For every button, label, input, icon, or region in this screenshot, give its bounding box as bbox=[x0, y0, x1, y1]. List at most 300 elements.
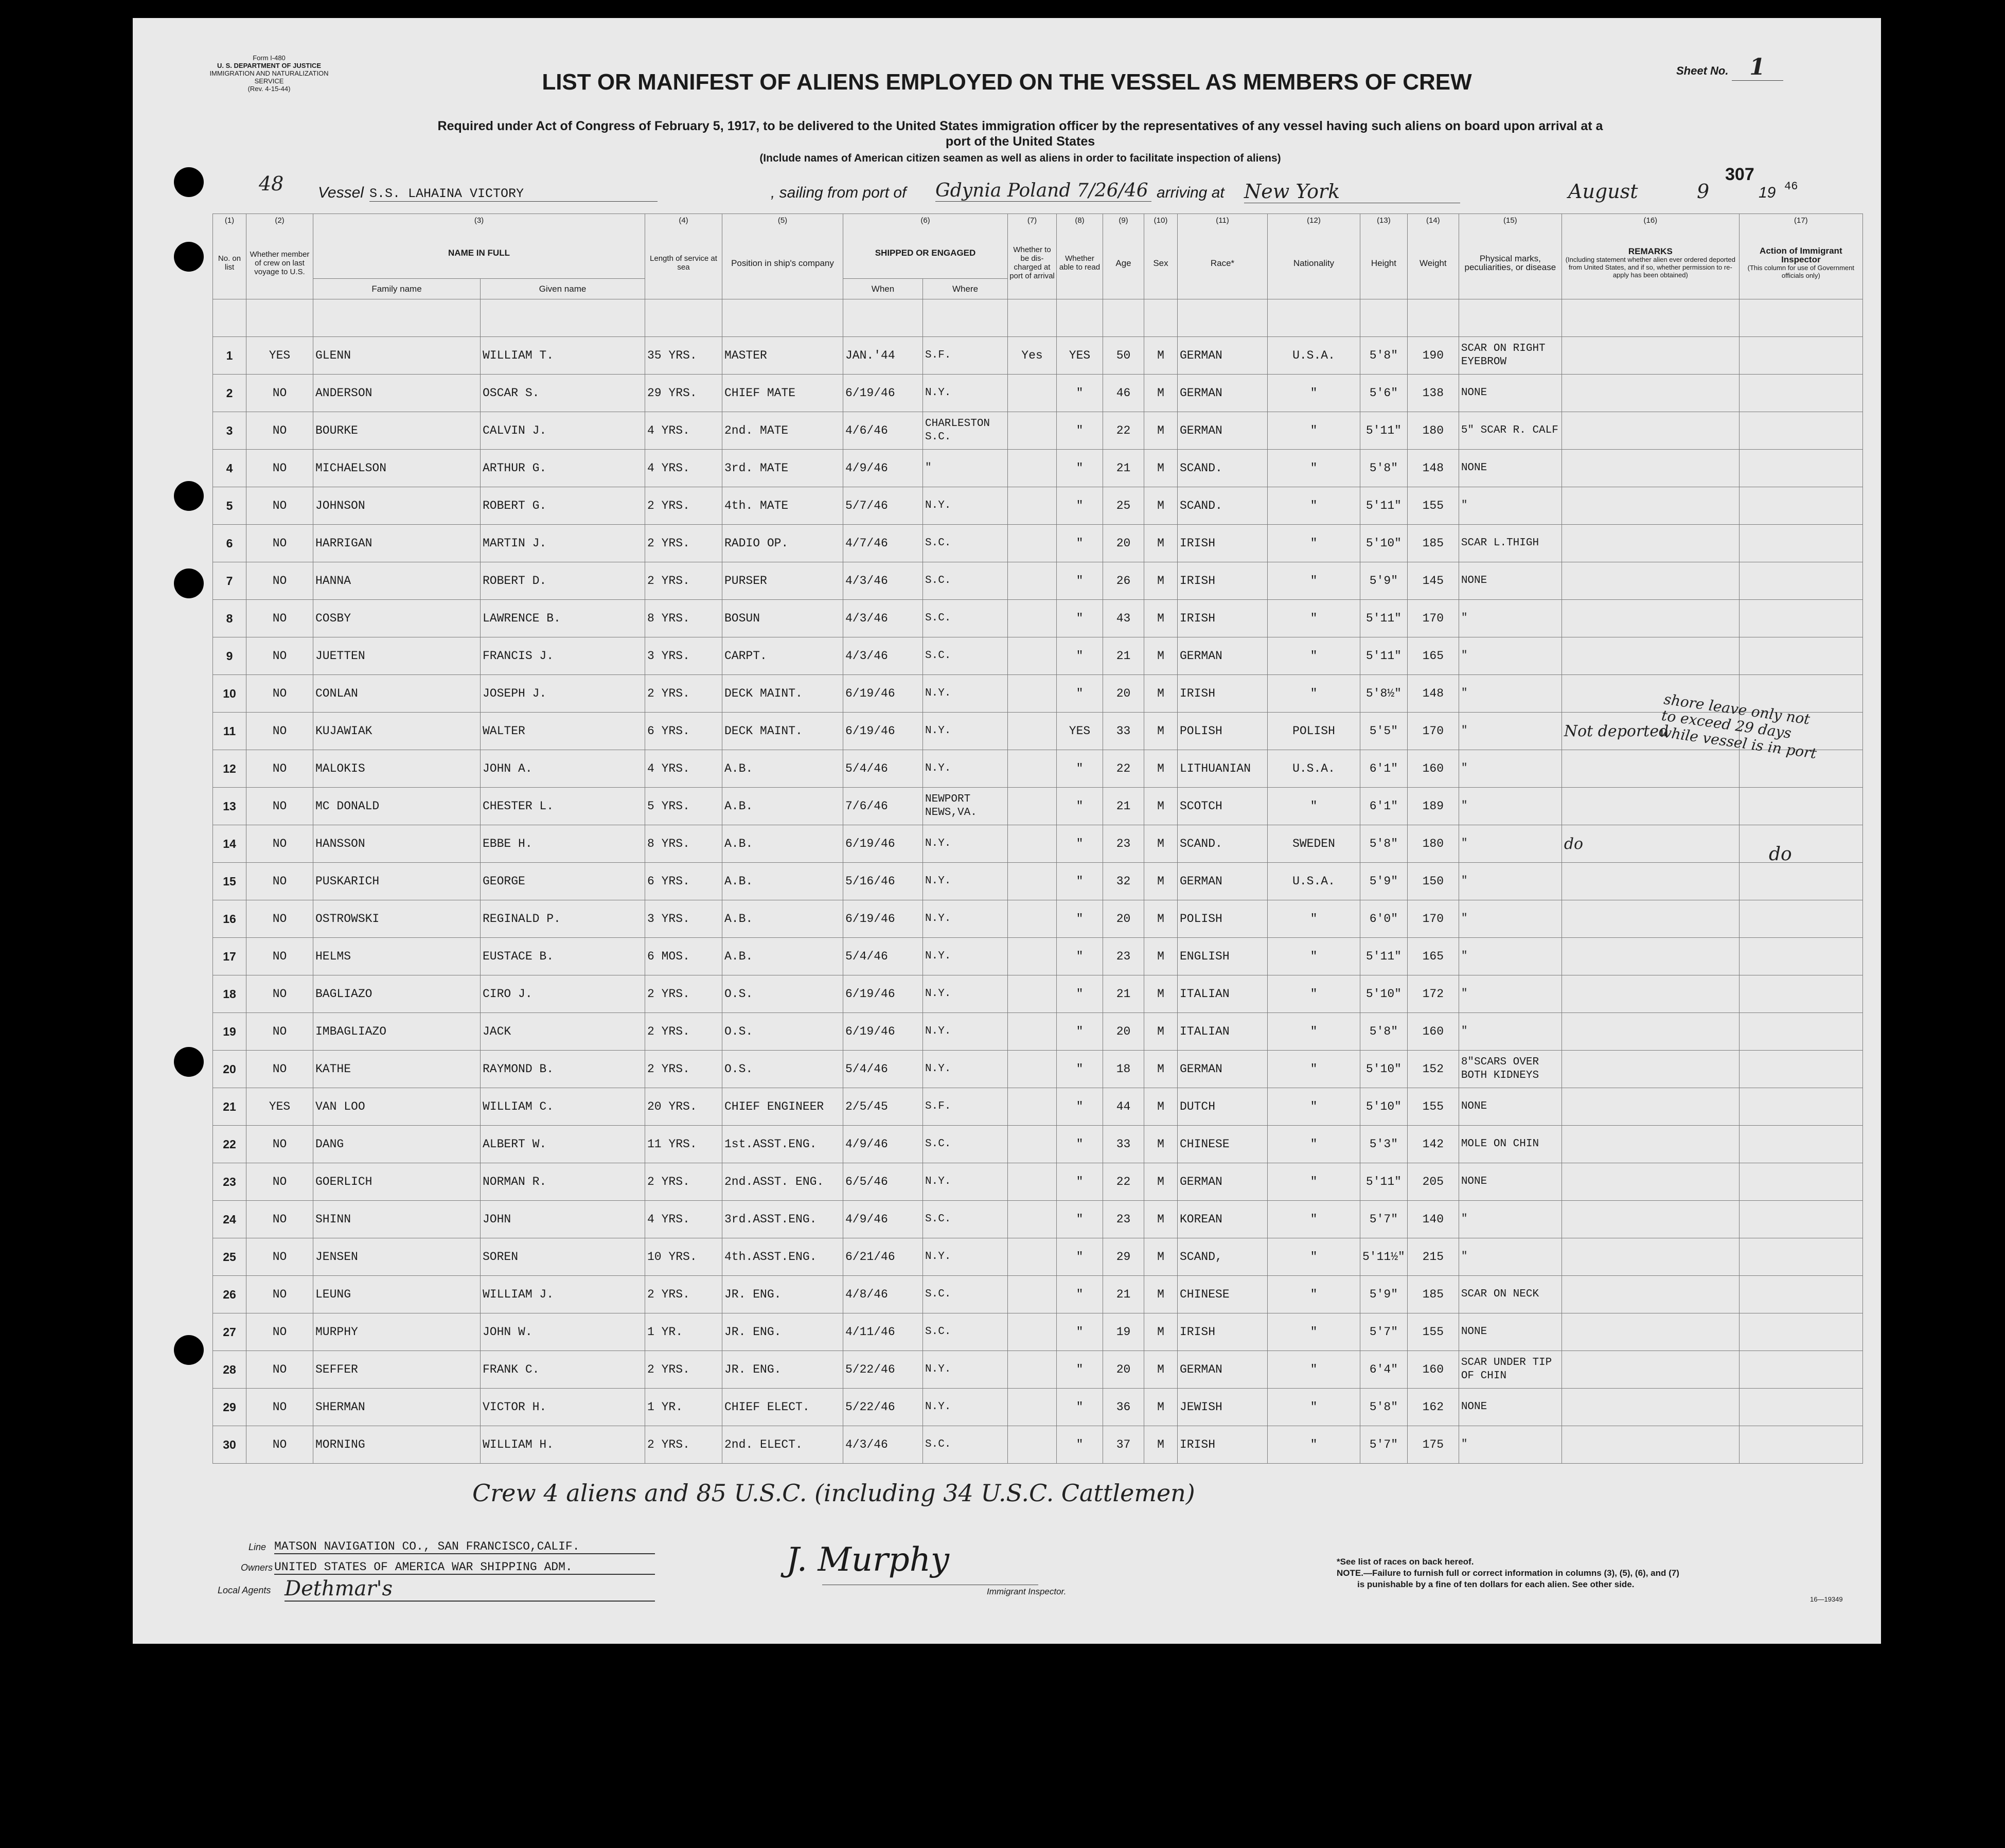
nationality-cell: " bbox=[1268, 1051, 1360, 1088]
family-name-cell: HANSSON bbox=[313, 825, 481, 863]
crew-no-cell: 23 bbox=[213, 1163, 246, 1201]
inspector-signature: J. Murphy bbox=[786, 1541, 950, 1579]
inspector-action-cell bbox=[1739, 487, 1862, 525]
discharged-cell bbox=[1008, 562, 1057, 600]
service-length-cell: 2 YRS. bbox=[645, 1013, 722, 1051]
crew-no-cell: 15 bbox=[213, 863, 246, 900]
able-to-read-cell: " bbox=[1057, 788, 1103, 825]
shipped-when-cell: 6/19/46 bbox=[843, 713, 923, 750]
service-length-cell: 4 YRS. bbox=[645, 450, 722, 487]
physical-marks-cell: NONE bbox=[1459, 562, 1562, 600]
given-name-cell: WILLIAM T. bbox=[481, 337, 645, 375]
shipped-when-cell: 5/16/46 bbox=[843, 863, 923, 900]
given-name-cell: EUSTACE B. bbox=[481, 938, 645, 975]
height-cell: 5'6" bbox=[1360, 375, 1408, 412]
family-name-cell: HARRIGAN bbox=[313, 525, 481, 562]
last-voyage-cell: YES bbox=[246, 337, 313, 375]
col-num-15: (15) bbox=[1459, 214, 1562, 227]
shipped-where-cell: " bbox=[923, 450, 1008, 487]
shipped-where-cell: S.C. bbox=[923, 1426, 1008, 1464]
crew-row bbox=[213, 975, 1863, 1013]
col-length-of-service: Length of service at sea bbox=[645, 227, 722, 299]
arrival-month: August bbox=[1568, 180, 1638, 203]
form-id: Form I-480 bbox=[253, 54, 286, 62]
col-no-on-list: No. on list bbox=[213, 227, 246, 299]
shipped-when-cell: 4/3/46 bbox=[843, 600, 923, 637]
crew-no-cell: 28 bbox=[213, 1351, 246, 1389]
col-given-name: Given name bbox=[481, 279, 645, 299]
crew-row bbox=[213, 375, 1863, 412]
col-position: Position in ship's company bbox=[722, 227, 843, 299]
family-name-cell: GOERLICH bbox=[313, 1163, 481, 1201]
crew-row bbox=[213, 412, 1863, 450]
service-length-cell: 2 YRS. bbox=[645, 562, 722, 600]
arrival-year: 46 bbox=[1784, 180, 1798, 193]
shipped-where-cell: S.F. bbox=[923, 1088, 1008, 1126]
service-length-cell: 1 YR. bbox=[645, 1313, 722, 1351]
able-to-read-cell: " bbox=[1057, 1426, 1103, 1464]
shipped-when-cell: 4/3/46 bbox=[843, 637, 923, 675]
year-prefix: 19 bbox=[1759, 184, 1776, 201]
family-name-cell: OSTROWSKI bbox=[313, 900, 481, 938]
able-to-read-cell: " bbox=[1057, 1013, 1103, 1051]
last-voyage-cell: NO bbox=[246, 412, 313, 450]
crew-row bbox=[213, 788, 1863, 825]
arrival-port: New York bbox=[1244, 180, 1460, 203]
shipped-when-cell: 5/4/46 bbox=[843, 750, 923, 788]
sex-cell: M bbox=[1144, 975, 1178, 1013]
punch-hole bbox=[174, 1047, 204, 1077]
position-cell: 2nd. MATE bbox=[722, 412, 843, 450]
remarks-cell bbox=[1562, 412, 1739, 450]
shipped-when-cell: 4/9/46 bbox=[843, 1126, 923, 1163]
crew-no-cell: 4 bbox=[213, 450, 246, 487]
sex-cell: M bbox=[1144, 1389, 1178, 1426]
height-cell: 5'7" bbox=[1360, 1426, 1408, 1464]
shipped-when-cell: 4/3/46 bbox=[843, 562, 923, 600]
position-cell: O.S. bbox=[722, 1013, 843, 1051]
last-voyage-cell: NO bbox=[246, 1051, 313, 1088]
crew-row bbox=[213, 525, 1863, 562]
service-length-cell: 2 YRS. bbox=[645, 1163, 722, 1201]
arrival-day: 9 bbox=[1697, 180, 1710, 203]
shipped-when-cell: 6/19/46 bbox=[843, 900, 923, 938]
service-length-cell: 3 YRS. bbox=[645, 637, 722, 675]
crew-no-cell: 21 bbox=[213, 1088, 246, 1126]
given-name-cell: JOHN A. bbox=[481, 750, 645, 788]
crew-no-cell: 11 bbox=[213, 713, 246, 750]
height-cell: 5'11" bbox=[1360, 1163, 1408, 1201]
spacer-row bbox=[213, 299, 1863, 337]
last-voyage-cell: NO bbox=[246, 1013, 313, 1051]
weight-cell: 205 bbox=[1407, 1163, 1459, 1201]
physical-marks-cell: " bbox=[1459, 938, 1562, 975]
corner-note: 48 bbox=[259, 172, 284, 195]
given-name-cell: LAWRENCE B. bbox=[481, 600, 645, 637]
age-cell: 20 bbox=[1103, 900, 1144, 938]
physical-marks-cell: " bbox=[1459, 713, 1562, 750]
physical-marks-cell: SCAR ON RIGHT EYEBROW bbox=[1459, 337, 1562, 375]
punch-hole bbox=[174, 481, 204, 511]
inspector-action-cell bbox=[1739, 412, 1862, 450]
height-cell: 5'5" bbox=[1360, 713, 1408, 750]
height-cell: 6'4" bbox=[1360, 1351, 1408, 1389]
races-note: *See list of races on back hereof. bbox=[1337, 1557, 1474, 1567]
height-cell: 6'0" bbox=[1360, 900, 1408, 938]
agency-name: U. S. DEPARTMENT OF JUSTICE bbox=[217, 62, 321, 69]
nationality-cell: " bbox=[1268, 600, 1360, 637]
race-cell: ITALIAN bbox=[1178, 1013, 1268, 1051]
given-name-cell: ARTHUR G. bbox=[481, 450, 645, 487]
nationality-cell: " bbox=[1268, 562, 1360, 600]
crew-row bbox=[213, 675, 1863, 713]
service-length-cell: 2 YRS. bbox=[645, 1351, 722, 1389]
given-name-cell: REGINALD P. bbox=[481, 900, 645, 938]
weight-cell: 148 bbox=[1407, 450, 1459, 487]
inspector-action-cell bbox=[1739, 938, 1862, 975]
service-length-cell: 6 MOS. bbox=[645, 938, 722, 975]
able-to-read-cell: " bbox=[1057, 938, 1103, 975]
height-cell: 5'8" bbox=[1360, 450, 1408, 487]
crew-row bbox=[213, 863, 1863, 900]
weight-cell: 138 bbox=[1407, 375, 1459, 412]
family-name-cell: CONLAN bbox=[313, 675, 481, 713]
able-to-read-cell: " bbox=[1057, 1163, 1103, 1201]
crew-no-cell: 25 bbox=[213, 1238, 246, 1276]
nationality-cell: U.S.A. bbox=[1268, 337, 1360, 375]
service-length-cell: 2 YRS. bbox=[645, 975, 722, 1013]
last-voyage-cell: NO bbox=[246, 1276, 313, 1313]
sailing-port: Gdynia Poland 7/26/46 bbox=[935, 180, 1151, 202]
col-able-to-read: Whether able to read bbox=[1057, 227, 1103, 299]
col-shipped-engaged: SHIPPED OR ENGAGED bbox=[843, 227, 1008, 279]
remarks-cell bbox=[1562, 975, 1739, 1013]
remarks-cell bbox=[1562, 1238, 1739, 1276]
shipped-when-cell: 4/11/46 bbox=[843, 1313, 923, 1351]
physical-marks-cell: " bbox=[1459, 1013, 1562, 1051]
age-cell: 50 bbox=[1103, 337, 1144, 375]
physical-marks-cell: " bbox=[1459, 900, 1562, 938]
nationality-cell: " bbox=[1268, 1238, 1360, 1276]
physical-marks-cell: NONE bbox=[1459, 1313, 1562, 1351]
physical-marks-cell: " bbox=[1459, 600, 1562, 637]
race-cell: GERMAN bbox=[1178, 637, 1268, 675]
inspector-action-cell bbox=[1739, 900, 1862, 938]
crew-no-cell: 8 bbox=[213, 600, 246, 637]
height-cell: 5'11½" bbox=[1360, 1238, 1408, 1276]
col-remarks bbox=[1562, 227, 1739, 299]
service-length-cell: 2 YRS. bbox=[645, 487, 722, 525]
col-num-9: (9) bbox=[1103, 214, 1144, 227]
weight-cell: 170 bbox=[1407, 713, 1459, 750]
position-cell: JR. ENG. bbox=[722, 1276, 843, 1313]
discharged-cell bbox=[1008, 1126, 1057, 1163]
shipped-when-cell: 4/8/46 bbox=[843, 1276, 923, 1313]
remarks-cell bbox=[1562, 788, 1739, 825]
crew-body bbox=[213, 337, 1863, 1464]
race-cell: POLISH bbox=[1178, 900, 1268, 938]
form-revision: (Rev. 4-15-44) bbox=[247, 85, 291, 93]
position-cell: A.B. bbox=[722, 788, 843, 825]
age-cell: 25 bbox=[1103, 487, 1144, 525]
given-name-cell: FRANK C. bbox=[481, 1351, 645, 1389]
col-num-8: (8) bbox=[1057, 214, 1103, 227]
shipped-where-cell: N.Y. bbox=[923, 1389, 1008, 1426]
last-voyage-cell: NO bbox=[246, 1389, 313, 1426]
race-cell: JEWISH bbox=[1178, 1389, 1268, 1426]
position-cell: 1st.ASST.ENG. bbox=[722, 1126, 843, 1163]
weight-cell: 160 bbox=[1407, 1351, 1459, 1389]
inspector-action-cell bbox=[1739, 637, 1862, 675]
agents-row bbox=[218, 1577, 784, 1603]
nationality-cell: " bbox=[1268, 637, 1360, 675]
remarks-cell bbox=[1562, 1013, 1739, 1051]
family-name-cell: VAN LOO bbox=[313, 1088, 481, 1126]
sex-cell: M bbox=[1144, 412, 1178, 450]
family-name-cell: PUSKARICH bbox=[313, 863, 481, 900]
page-title: LIST OR MANIFEST OF ALIENS EMPLOYED ON THE VESSEL AS MEMBERS OF CREW bbox=[542, 69, 1472, 95]
able-to-read-cell: " bbox=[1057, 975, 1103, 1013]
nationality-cell: POLISH bbox=[1268, 713, 1360, 750]
position-cell: JR. ENG. bbox=[722, 1351, 843, 1389]
col-num-17: (17) bbox=[1739, 214, 1862, 227]
crew-summary: Crew 4 aliens and 85 U.S.C. (including 34 U.S.C. Cattlemen) bbox=[472, 1479, 1195, 1507]
race-cell: IRISH bbox=[1178, 525, 1268, 562]
remark-shore-leave: shore leave only not to exceed 29 days while vessel is in port bbox=[1658, 690, 1818, 762]
sex-cell: M bbox=[1144, 938, 1178, 975]
height-cell: 5'9" bbox=[1360, 863, 1408, 900]
height-cell: 5'3" bbox=[1360, 1126, 1408, 1163]
height-cell: 5'10" bbox=[1360, 525, 1408, 562]
last-voyage-cell: NO bbox=[246, 675, 313, 713]
nationality-cell: " bbox=[1268, 1426, 1360, 1464]
remarks-cell bbox=[1562, 750, 1739, 788]
shipped-when-cell: JAN.'44 bbox=[843, 337, 923, 375]
last-voyage-cell: NO bbox=[246, 1313, 313, 1351]
last-voyage-cell: NO bbox=[246, 863, 313, 900]
able-to-read-cell: " bbox=[1057, 1126, 1103, 1163]
able-to-read-cell: " bbox=[1057, 450, 1103, 487]
col-sex: Sex bbox=[1144, 227, 1178, 299]
discharged-cell bbox=[1008, 788, 1057, 825]
remarks-cell bbox=[1562, 600, 1739, 637]
last-voyage-cell: NO bbox=[246, 525, 313, 562]
service-length-cell: 6 YRS. bbox=[645, 863, 722, 900]
sex-cell: M bbox=[1144, 788, 1178, 825]
age-cell: 18 bbox=[1103, 1051, 1144, 1088]
col-remarks-title: REMARKS bbox=[1628, 246, 1673, 257]
given-name-cell: JOSEPH J. bbox=[481, 675, 645, 713]
weight-cell: 215 bbox=[1407, 1238, 1459, 1276]
weight-cell: 165 bbox=[1407, 938, 1459, 975]
given-name-cell: JOHN W. bbox=[481, 1313, 645, 1351]
punch-hole bbox=[174, 568, 204, 598]
family-name-cell: COSBY bbox=[313, 600, 481, 637]
crew-row bbox=[213, 1163, 1863, 1201]
sex-cell: M bbox=[1144, 1276, 1178, 1313]
discharged-cell bbox=[1008, 487, 1057, 525]
given-name-cell: VICTOR H. bbox=[481, 1389, 645, 1426]
weight-cell: 162 bbox=[1407, 1389, 1459, 1426]
crew-row bbox=[213, 900, 1863, 938]
given-name-cell: CALVIN J. bbox=[481, 412, 645, 450]
last-voyage-cell: NO bbox=[246, 600, 313, 637]
column-header-row bbox=[213, 227, 1863, 279]
shipped-where-cell: N.Y. bbox=[923, 900, 1008, 938]
weight-cell: 172 bbox=[1407, 975, 1459, 1013]
inspector-action-cell bbox=[1739, 975, 1862, 1013]
discharged-cell bbox=[1008, 713, 1057, 750]
able-to-read-cell: " bbox=[1057, 1201, 1103, 1238]
physical-marks-cell: NONE bbox=[1459, 1389, 1562, 1426]
able-to-read-cell: " bbox=[1057, 863, 1103, 900]
discharged-cell bbox=[1008, 600, 1057, 637]
given-name-cell: ROBERT D. bbox=[481, 562, 645, 600]
column-number-row bbox=[213, 214, 1863, 227]
position-cell: PURSER bbox=[722, 562, 843, 600]
able-to-read-cell: " bbox=[1057, 487, 1103, 525]
height-cell: 5'10" bbox=[1360, 1088, 1408, 1126]
crew-no-cell: 18 bbox=[213, 975, 246, 1013]
race-cell: GERMAN bbox=[1178, 863, 1268, 900]
weight-cell: 155 bbox=[1407, 1088, 1459, 1126]
last-voyage-cell: NO bbox=[246, 1163, 313, 1201]
position-cell: CHIEF MATE bbox=[722, 375, 843, 412]
remarks-cell bbox=[1562, 1276, 1739, 1313]
nationality-cell: " bbox=[1268, 375, 1360, 412]
race-cell: CHINESE bbox=[1178, 1126, 1268, 1163]
sex-cell: M bbox=[1144, 1126, 1178, 1163]
sex-cell: M bbox=[1144, 562, 1178, 600]
col-num-3: (3) bbox=[313, 214, 645, 227]
height-cell: 5'11" bbox=[1360, 600, 1408, 637]
shipped-where-cell: N.Y. bbox=[923, 713, 1008, 750]
nationality-cell: " bbox=[1268, 975, 1360, 1013]
shipped-where-cell: S.C. bbox=[923, 637, 1008, 675]
discharged-cell bbox=[1008, 1313, 1057, 1351]
height-cell: 6'1" bbox=[1360, 788, 1408, 825]
col-weight: Weight bbox=[1407, 227, 1459, 299]
col-num-16: (16) bbox=[1562, 214, 1739, 227]
nationality-cell: " bbox=[1268, 1351, 1360, 1389]
height-cell: 5'8½" bbox=[1360, 675, 1408, 713]
shipped-where-cell: S.C. bbox=[923, 1276, 1008, 1313]
sex-cell: M bbox=[1144, 863, 1178, 900]
family-name-cell: SHINN bbox=[313, 1201, 481, 1238]
inspector-action-cell bbox=[1739, 1088, 1862, 1126]
agency-service: IMMIGRATION AND NATURALIZATION SERVICE bbox=[209, 69, 329, 85]
service-length-cell: 8 YRS. bbox=[645, 825, 722, 863]
col-remarks-note: (Including statement whether alien ever ordered deported from United States, and if so, whether permission to re-apply has been obtained) bbox=[1565, 256, 1735, 279]
agents-value: Dethmar's bbox=[285, 1577, 655, 1602]
shipped-where-cell: N.Y. bbox=[923, 1163, 1008, 1201]
col-age: Age bbox=[1103, 227, 1144, 299]
last-voyage-cell: NO bbox=[246, 1351, 313, 1389]
service-length-cell: 2 YRS. bbox=[645, 1426, 722, 1464]
inspector-action-cell bbox=[1739, 1163, 1862, 1201]
crew-no-cell: 27 bbox=[213, 1313, 246, 1351]
remarks-cell bbox=[1562, 562, 1739, 600]
shipped-when-cell: 6/5/46 bbox=[843, 1163, 923, 1201]
service-length-cell: 2 YRS. bbox=[645, 675, 722, 713]
remarks-cell bbox=[1562, 637, 1739, 675]
service-length-cell: 20 YRS. bbox=[645, 1088, 722, 1126]
nationality-cell: " bbox=[1268, 675, 1360, 713]
sex-cell: M bbox=[1144, 1426, 1178, 1464]
last-voyage-cell: NO bbox=[246, 938, 313, 975]
crew-row bbox=[213, 637, 1863, 675]
nationality-cell: " bbox=[1268, 450, 1360, 487]
weight-cell: 152 bbox=[1407, 1051, 1459, 1088]
shipped-when-cell: 6/19/46 bbox=[843, 825, 923, 863]
age-cell: 37 bbox=[1103, 1426, 1144, 1464]
last-voyage-cell: NO bbox=[246, 825, 313, 863]
height-cell: 5'8" bbox=[1360, 825, 1408, 863]
remarks-cell bbox=[1562, 1163, 1739, 1201]
weight-cell: 185 bbox=[1407, 1276, 1459, 1313]
subtitle-note: (Include names of American citizen seamen as well as aliens in order to facilitate inspection of aliens) bbox=[759, 152, 1281, 164]
weight-cell: 160 bbox=[1407, 1013, 1459, 1051]
service-length-cell: 10 YRS. bbox=[645, 1238, 722, 1276]
crew-row bbox=[213, 487, 1863, 525]
age-cell: 22 bbox=[1103, 412, 1144, 450]
stamp-number: 307 bbox=[1725, 165, 1754, 184]
crew-no-cell: 12 bbox=[213, 750, 246, 788]
discharged-cell bbox=[1008, 1201, 1057, 1238]
col-height: Height bbox=[1360, 227, 1408, 299]
col-num-5: (5) bbox=[722, 214, 843, 227]
remarks-cell bbox=[1562, 1313, 1739, 1351]
able-to-read-cell: " bbox=[1057, 1088, 1103, 1126]
race-cell: SCAND, bbox=[1178, 1238, 1268, 1276]
col-when: When bbox=[843, 279, 923, 299]
col-last-voyage: Whether member of crew on last voyage to U.S. bbox=[246, 227, 313, 299]
remarks-cell bbox=[1562, 938, 1739, 975]
position-cell: O.S. bbox=[722, 975, 843, 1013]
weight-cell: 170 bbox=[1407, 900, 1459, 938]
given-name-cell: ALBERT W. bbox=[481, 1126, 645, 1163]
last-voyage-cell: NO bbox=[246, 1426, 313, 1464]
weight-cell: 180 bbox=[1407, 825, 1459, 863]
vessel-line bbox=[318, 180, 1831, 206]
sex-cell: M bbox=[1144, 1088, 1178, 1126]
inspector-action-cell bbox=[1739, 863, 1862, 900]
service-length-cell: 1 YR. bbox=[645, 1389, 722, 1426]
able-to-read-cell: " bbox=[1057, 1351, 1103, 1389]
able-to-read-cell: " bbox=[1057, 1276, 1103, 1313]
vessel-name: S.S. LAHAINA VICTORY bbox=[369, 186, 658, 202]
able-to-read-cell: " bbox=[1057, 900, 1103, 938]
discharged-cell: Yes bbox=[1008, 337, 1057, 375]
age-cell: 21 bbox=[1103, 637, 1144, 675]
shipped-where-cell: N.Y. bbox=[923, 1351, 1008, 1389]
sex-cell: M bbox=[1144, 525, 1178, 562]
print-code: 16—19349 bbox=[1810, 1595, 1843, 1603]
weight-cell: 140 bbox=[1407, 1201, 1459, 1238]
service-length-cell: 2 YRS. bbox=[645, 1051, 722, 1088]
inspector-action-cell bbox=[1739, 525, 1862, 562]
physical-marks-cell: NONE bbox=[1459, 1163, 1562, 1201]
col-num-10: (10) bbox=[1144, 214, 1178, 227]
height-cell: 5'7" bbox=[1360, 1201, 1408, 1238]
discharged-cell bbox=[1008, 1351, 1057, 1389]
nationality-cell: " bbox=[1268, 525, 1360, 562]
discharged-cell bbox=[1008, 975, 1057, 1013]
race-cell: GERMAN bbox=[1178, 337, 1268, 375]
nationality-cell: " bbox=[1268, 1276, 1360, 1313]
col-inspector-title: Action of Immigrant Inspector bbox=[1760, 246, 1842, 265]
nationality-cell: U.S.A. bbox=[1268, 750, 1360, 788]
